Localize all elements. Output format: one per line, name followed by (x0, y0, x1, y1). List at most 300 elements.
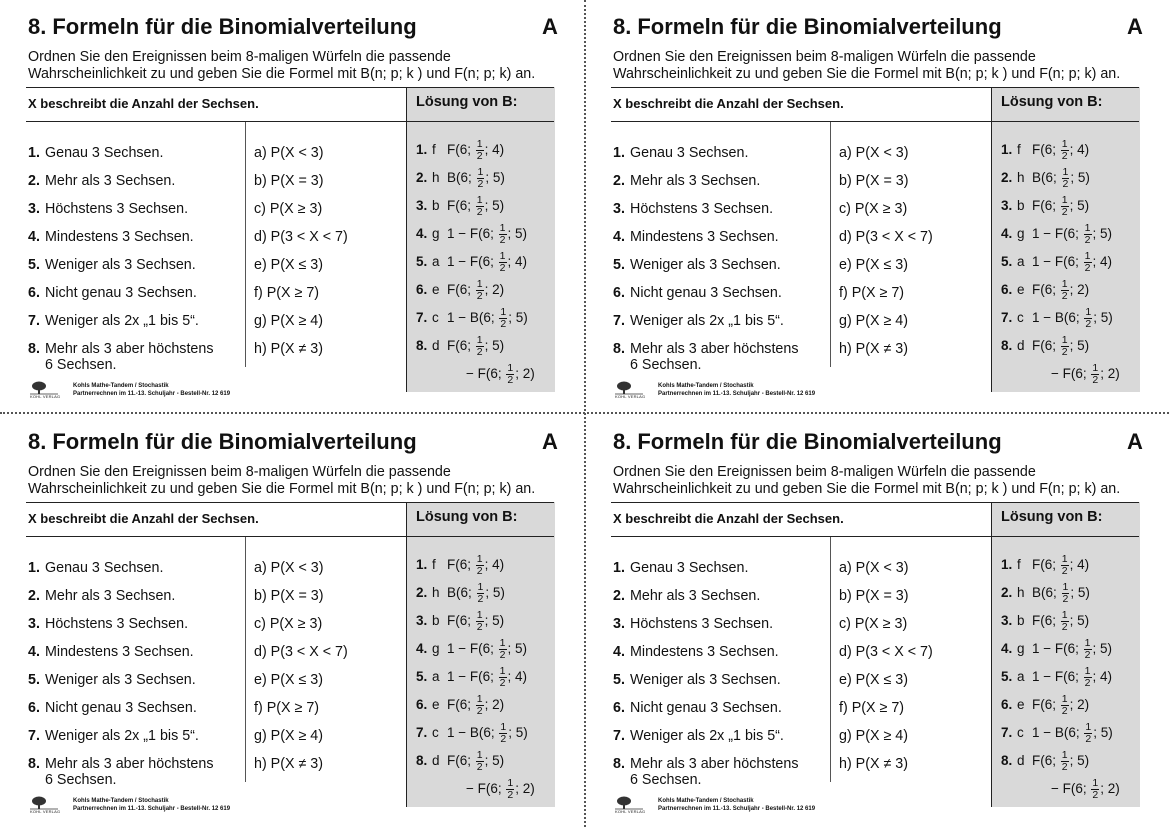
fraction-numerator: 1 (499, 222, 506, 234)
question-text: Mindestens 3 Sechsen. (45, 229, 194, 245)
question-item (28, 644, 243, 660)
question-text: Weniger als 2x „1 bis 5“. (45, 313, 199, 329)
solution-letter: g (1017, 226, 1025, 242)
solution-letter: h (1017, 585, 1025, 601)
solution-formula-end: ; 2) (484, 697, 505, 713)
fraction-one-half (476, 554, 484, 577)
solution-letter: f (432, 557, 436, 573)
probability-option: h) P(X ≠ 3) (254, 341, 324, 357)
solution-item (416, 610, 504, 633)
solution-formula-end: ; 4) (1069, 557, 1090, 573)
solution-letter: h (1017, 170, 1025, 186)
footer-order: Partnerrechnen im 11.-13. Schuljahr - Bestell-Nr. 12 619 (658, 391, 816, 397)
solution-formula-end: ; 5) (507, 226, 528, 242)
question-number: 3. (28, 201, 40, 217)
solution-number: 1. (416, 142, 428, 158)
question-number: 4. (613, 229, 625, 245)
question-number: 4. (28, 229, 40, 245)
question-item (28, 201, 243, 217)
fraction-numerator: 1 (500, 306, 507, 318)
solution-number: 5. (1001, 254, 1013, 270)
solution-item (1001, 167, 1090, 190)
question-number: 8. (28, 756, 40, 772)
question-number: 2. (28, 588, 40, 604)
solution-formula-end: ; 2) (1100, 366, 1120, 382)
solution-number: 7. (1001, 725, 1013, 741)
solution-item (416, 251, 527, 274)
solution-number: 6. (416, 282, 428, 298)
question-item (28, 672, 243, 688)
question-item (28, 285, 243, 301)
fraction-one-half (499, 722, 507, 745)
fraction-numerator: 1 (476, 194, 483, 206)
solution-number: 3. (416, 613, 428, 629)
solution-item (1001, 750, 1089, 773)
question-number: 3. (613, 616, 625, 632)
solution-item (416, 139, 504, 162)
question-item (28, 341, 243, 373)
probability-option: g) P(X ≥ 4) (839, 728, 909, 744)
solution-number: 4. (416, 226, 428, 242)
solution-formula-end: ; 4) (484, 142, 505, 158)
solution-formula-end: ; 5) (507, 641, 528, 657)
table-header-rule (611, 121, 1139, 122)
card-title: 8. Formeln für die Binomialverteilung (28, 429, 417, 454)
solution-letter: b (1017, 198, 1025, 214)
question-item (613, 728, 828, 744)
fraction-denominator: 2 (500, 733, 507, 745)
question-number: 8. (28, 341, 40, 357)
solution-formula-end: ; 4) (507, 254, 528, 270)
solution-item (416, 694, 504, 717)
question-item (28, 145, 243, 161)
fraction-denominator: 2 (1061, 565, 1068, 577)
question-item (28, 313, 243, 329)
question-text: Höchstens 3 Sechsen. (45, 201, 189, 217)
card-title: 8. Formeln für die Binomialverteilung (28, 14, 417, 39)
probability-option: e) P(X ≤ 3) (254, 257, 324, 273)
fraction-numerator: 1 (499, 250, 506, 262)
card-intro: Ordnen Sie den Ereignissen beim 8-maligen Würfeln die passende Wahrscheinlichkeit zu und geben Sie die Formel mit B(n; p; k ) und F(n; p; k) an. (613, 49, 1121, 82)
probability-option: a) P(X < 3) (254, 145, 324, 161)
x-description-header: X beschreibt die Anzahl der Sechsen. (613, 511, 844, 526)
solution-letter: c (432, 725, 439, 741)
probability-option: d) P(3 < X < 7) (839, 644, 933, 660)
question-item (613, 672, 828, 688)
question-number: 1. (28, 560, 40, 576)
question-text: Weniger als 2x „1 bis 5“. (45, 728, 199, 744)
question-text: Höchstens 3 Sechsen. (630, 616, 774, 632)
fraction-numerator: 1 (1092, 777, 1099, 789)
probability-option: b) P(X = 3) (254, 588, 324, 604)
solution-formula-end: ; 4) (1092, 669, 1113, 685)
fraction-one-half (1084, 223, 1092, 246)
solution-formula-end: ; 2) (1069, 697, 1090, 713)
solution-letter: h (432, 585, 440, 601)
solution-number: 4. (1001, 226, 1013, 242)
solution-letter: d (432, 338, 440, 354)
solution-formula-start: F(6; (447, 753, 475, 769)
solution-item (416, 750, 504, 773)
solution-formula-start: F(6; (1032, 613, 1060, 629)
solution-item (1001, 582, 1090, 605)
question-text: Mehr als 3 Sechsen. (45, 173, 176, 189)
fraction-numerator: 1 (1061, 194, 1068, 206)
solution-formula-start: − F(6; (466, 366, 506, 382)
solution-number: 4. (416, 641, 428, 657)
question-text: Weniger als 3 Sechsen. (630, 257, 781, 273)
solution-formula-start: 1 − B(6; (447, 725, 499, 741)
question-item (613, 201, 828, 217)
card-intro: Ordnen Sie den Ereignissen beim 8-maligen Würfeln die passende Wahrscheinlichkeit zu und geben Sie die Formel mit B(n; p; k ) und F(n; p; k) an. (28, 464, 536, 497)
fraction-numerator: 1 (500, 721, 507, 733)
question-text: Nicht genau 3 Sechsen. (630, 285, 782, 301)
probability-option: a) P(X < 3) (839, 560, 909, 576)
solution-number: 7. (1001, 310, 1013, 326)
solution-formula-start: 1 − B(6; (1032, 725, 1084, 741)
solution-formula-start: 1 − F(6; (447, 254, 498, 270)
fraction-denominator: 2 (477, 178, 484, 190)
fraction-denominator: 2 (499, 649, 506, 661)
fraction-one-half (477, 167, 485, 190)
solution-number: 2. (1001, 585, 1013, 601)
worksheet-card-tr (611, 8, 1169, 408)
fraction-denominator: 2 (476, 705, 483, 717)
card-letter: A (542, 429, 558, 454)
fraction-one-half (1061, 554, 1069, 577)
solution-number: 1. (1001, 142, 1013, 158)
solution-item (416, 638, 527, 661)
probability-option: g) P(X ≥ 4) (839, 313, 909, 329)
solution-letter: b (432, 613, 440, 629)
fraction-denominator: 2 (1084, 262, 1091, 274)
fraction-numerator: 1 (499, 665, 506, 677)
question-number: 5. (613, 672, 625, 688)
fraction-one-half (477, 582, 485, 605)
solution-formula-start: F(6; (447, 613, 475, 629)
probability-option: e) P(X ≤ 3) (839, 257, 909, 273)
fraction-denominator: 2 (1061, 705, 1068, 717)
fraction-numerator: 1 (1061, 693, 1068, 705)
fraction-numerator: 1 (1062, 166, 1069, 178)
fraction-one-half (499, 666, 507, 689)
fraction-one-half (1061, 195, 1069, 218)
solution-header: Lösung von B: (416, 94, 518, 110)
solution-8-second-line (466, 778, 535, 801)
fraction-numerator: 1 (507, 777, 514, 789)
solution-number: 3. (1001, 198, 1013, 214)
solution-formula-end: ; 5) (485, 585, 505, 601)
fraction-denominator: 2 (507, 374, 514, 386)
solution-letter: e (1017, 697, 1025, 713)
solution-formula-end: ; 5) (1093, 310, 1113, 326)
fraction-denominator: 2 (1061, 206, 1068, 218)
fraction-one-half (1061, 279, 1069, 302)
solution-formula-start: 1 − F(6; (447, 669, 498, 685)
fraction-denominator: 2 (476, 346, 483, 358)
solution-formula-end: ; 4) (484, 557, 505, 573)
question-number: 7. (28, 728, 40, 744)
solution-number: 8. (1001, 753, 1013, 769)
question-text: Weniger als 2x „1 bis 5“. (630, 313, 784, 329)
fraction-one-half (1084, 666, 1092, 689)
question-number: 7. (28, 313, 40, 329)
solution-formula-start: F(6; (1032, 142, 1060, 158)
question-number: 7. (613, 728, 625, 744)
solution-item (416, 307, 528, 330)
solution-formula-end: ; 5) (1070, 170, 1090, 186)
question-number: 6. (28, 700, 40, 716)
question-continuation: 6 Sechsen. (630, 772, 702, 788)
solution-number: 5. (1001, 669, 1013, 685)
solution-number: 7. (416, 310, 428, 326)
question-number: 1. (28, 145, 40, 161)
solution-formula-start: F(6; (1032, 697, 1060, 713)
probability-option: b) P(X = 3) (839, 173, 909, 189)
fraction-numerator: 1 (477, 581, 484, 593)
solution-item (1001, 666, 1112, 689)
footer-order: Partnerrechnen im 11.-13. Schuljahr - Bestell-Nr. 12 619 (73, 806, 231, 812)
question-text: Genau 3 Sechsen. (45, 145, 164, 161)
question-number: 3. (28, 616, 40, 632)
fraction-denominator: 2 (476, 150, 483, 162)
solution-item (1001, 223, 1112, 246)
question-text: Mindestens 3 Sechsen. (630, 229, 779, 245)
fraction-one-half (1084, 722, 1092, 745)
solution-letter: f (1017, 557, 1021, 573)
solution-item (1001, 638, 1112, 661)
solution-formula-end: ; 5) (484, 198, 505, 214)
solution-formula-end: ; 5) (1092, 226, 1113, 242)
solution-number: 2. (416, 585, 428, 601)
question-number: 8. (613, 756, 625, 772)
solution-formula-start: B(6; (1032, 585, 1061, 601)
table-header-rule (611, 536, 1139, 537)
probability-option: c) P(X ≥ 3) (254, 201, 323, 217)
solution-item (416, 195, 504, 218)
fraction-denominator: 2 (476, 290, 483, 302)
fraction-one-half (476, 610, 484, 633)
publisher-name: KOHL VERLAG (30, 394, 61, 399)
solution-formula-start: F(6; (447, 198, 475, 214)
question-item (28, 616, 243, 632)
fraction-denominator: 2 (499, 677, 506, 689)
fraction-denominator: 2 (1062, 178, 1069, 190)
fraction-numerator: 1 (1061, 334, 1068, 346)
solution-formula-start: F(6; (447, 142, 475, 158)
probability-option: f) P(X ≥ 7) (839, 700, 905, 716)
fraction-numerator: 1 (1084, 665, 1091, 677)
question-number: 6. (28, 285, 40, 301)
fraction-numerator: 1 (476, 609, 483, 621)
question-text: Weniger als 3 Sechsen. (630, 672, 781, 688)
solution-formula-start: 1 − F(6; (447, 226, 498, 242)
solution-item (1001, 335, 1089, 358)
solution-letter: a (1017, 669, 1025, 685)
solution-formula-start: F(6; (447, 557, 475, 573)
probability-option: e) P(X ≤ 3) (254, 672, 324, 688)
fraction-one-half (476, 279, 484, 302)
question-item (28, 588, 243, 604)
solution-letter: h (432, 170, 440, 186)
solution-item (1001, 694, 1089, 717)
fraction-denominator: 2 (1062, 593, 1069, 605)
question-number: 5. (28, 257, 40, 273)
solution-item (1001, 195, 1089, 218)
solution-formula-start: − F(6; (1051, 781, 1091, 797)
solution-header: Lösung von B: (416, 509, 518, 525)
solution-formula-start: F(6; (1032, 198, 1060, 214)
question-continuation: 6 Sechsen. (45, 772, 117, 788)
solution-letter: b (432, 198, 440, 214)
fraction-denominator: 2 (1061, 150, 1068, 162)
fraction-denominator: 2 (1084, 234, 1091, 246)
probability-option: e) P(X ≤ 3) (839, 672, 909, 688)
question-item (28, 560, 243, 576)
solution-number: 4. (1001, 641, 1013, 657)
solution-formula-start: B(6; (447, 170, 476, 186)
solution-formula-end: ; 5) (484, 753, 505, 769)
table-header-rule (26, 536, 554, 537)
fraction-denominator: 2 (1085, 318, 1092, 330)
fraction-numerator: 1 (1085, 306, 1092, 318)
probability-option: c) P(X ≥ 3) (254, 616, 323, 632)
question-item (613, 616, 828, 632)
solution-8-second-line (466, 363, 535, 386)
solution-letter: g (1017, 641, 1025, 657)
solution-letter: g (432, 641, 440, 657)
fraction-one-half (476, 195, 484, 218)
fraction-one-half (476, 694, 484, 717)
solution-letter: b (1017, 613, 1025, 629)
solution-number: 5. (416, 669, 428, 685)
solution-letter: f (432, 142, 436, 158)
card-intro: Ordnen Sie den Ereignissen beim 8-maligen Würfeln die passende Wahrscheinlichkeit zu und geben Sie die Formel mit B(n; p; k ) und F(n; p; k) an. (28, 49, 536, 82)
fraction-numerator: 1 (1085, 721, 1092, 733)
card-intro: Ordnen Sie den Ereignissen beim 8-maligen Würfeln die passende Wahrscheinlichkeit zu und geben Sie die Formel mit B(n; p; k ) und F(n; p; k) an. (613, 464, 1121, 497)
fraction-one-half (1084, 638, 1092, 661)
fraction-denominator: 2 (1092, 789, 1099, 801)
solution-item (1001, 610, 1089, 633)
footer-series: Kohls Mathe-Tandem / Stochastik (73, 798, 169, 804)
question-text: Höchstens 3 Sechsen. (45, 616, 189, 632)
solution-item (416, 554, 504, 577)
solution-letter: d (432, 753, 440, 769)
fraction-one-half (1061, 335, 1069, 358)
horizontal-cut-line (0, 412, 1169, 414)
solution-formula-end: ; 5) (508, 725, 528, 741)
publisher-footer (615, 796, 935, 816)
solution-letter: e (1017, 282, 1025, 298)
solution-formula-start: 1 − F(6; (1032, 641, 1083, 657)
question-text: Nicht genau 3 Sechsen. (45, 700, 197, 716)
probability-option: f) P(X ≥ 7) (254, 700, 320, 716)
solution-number: 3. (416, 198, 428, 214)
question-item (28, 173, 243, 189)
solution-formula-end: ; 5) (508, 310, 528, 326)
solution-formula-end: ; 2) (515, 781, 535, 797)
solution-formula-end: ; 5) (1092, 641, 1113, 657)
fraction-numerator: 1 (476, 334, 483, 346)
solution-formula-start: F(6; (1032, 753, 1060, 769)
solution-number: 7. (416, 725, 428, 741)
solution-number: 6. (416, 697, 428, 713)
solution-formula-start: 1 − F(6; (1032, 669, 1083, 685)
question-text: Genau 3 Sechsen. (630, 560, 749, 576)
fraction-numerator: 1 (507, 362, 514, 374)
solution-formula-start: F(6; (1032, 557, 1060, 573)
solution-item (1001, 554, 1089, 577)
table-top-rule (611, 502, 1139, 503)
solution-letter: g (432, 226, 440, 242)
solution-header: Lösung von B: (1001, 509, 1103, 525)
fraction-one-half (1061, 694, 1069, 717)
question-text: Nicht genau 3 Sechsen. (45, 285, 197, 301)
question-item (28, 229, 243, 245)
solution-letter: a (432, 669, 440, 685)
solution-formula-end: ; 2) (1100, 781, 1120, 797)
question-item (613, 285, 828, 301)
solution-item (1001, 139, 1089, 162)
fraction-numerator: 1 (1061, 749, 1068, 761)
question-number: 1. (613, 145, 625, 161)
fraction-denominator: 2 (1061, 621, 1068, 633)
card-title: 8. Formeln für die Binomialverteilung (613, 429, 1002, 454)
solution-formula-start: F(6; (447, 282, 475, 298)
solution-letter: c (432, 310, 439, 326)
solution-formula-start: − F(6; (466, 781, 506, 797)
fraction-one-half (499, 307, 507, 330)
x-description-header: X beschreibt die Anzahl der Sechsen. (28, 96, 259, 111)
question-item (613, 700, 828, 716)
question-text: Mindestens 3 Sechsen. (45, 644, 194, 660)
fraction-numerator: 1 (476, 749, 483, 761)
publisher-name: KOHL VERLAG (615, 809, 646, 814)
question-continuation: 6 Sechsen. (45, 357, 117, 373)
footer-series: Kohls Mathe-Tandem / Stochastik (658, 798, 754, 804)
fraction-one-half (499, 251, 507, 274)
footer-order: Partnerrechnen im 11.-13. Schuljahr - Bestell-Nr. 12 619 (658, 806, 816, 812)
question-number: 5. (613, 257, 625, 273)
solution-formula-end: ; 5) (1069, 613, 1090, 629)
solution-item (1001, 722, 1113, 745)
fraction-denominator: 2 (500, 318, 507, 330)
solution-item (416, 279, 504, 302)
question-item (613, 145, 828, 161)
question-item (613, 756, 828, 788)
publisher-footer (30, 796, 350, 816)
probability-option: b) P(X = 3) (839, 588, 909, 604)
fraction-one-half (506, 363, 514, 386)
solution-number: 8. (416, 753, 428, 769)
question-item (28, 728, 243, 744)
solution-formula-end: ; 5) (1070, 585, 1090, 601)
fraction-one-half (1091, 363, 1099, 386)
table-top-rule (26, 87, 554, 88)
solution-formula-end: ; 4) (1092, 254, 1113, 270)
fraction-numerator: 1 (1084, 637, 1091, 649)
solution-formula-end: ; 2) (484, 282, 505, 298)
fraction-one-half (1091, 778, 1099, 801)
solution-formula-start: 1 − F(6; (447, 641, 498, 657)
card-title: 8. Formeln für die Binomialverteilung (613, 14, 1002, 39)
question-number: 6. (613, 285, 625, 301)
solution-number: 2. (1001, 170, 1013, 186)
fraction-one-half (476, 750, 484, 773)
solution-item (1001, 279, 1089, 302)
footer-order: Partnerrechnen im 11.-13. Schuljahr - Bestell-Nr. 12 619 (73, 391, 231, 397)
x-description-header: X beschreibt die Anzahl der Sechsen. (28, 511, 259, 526)
